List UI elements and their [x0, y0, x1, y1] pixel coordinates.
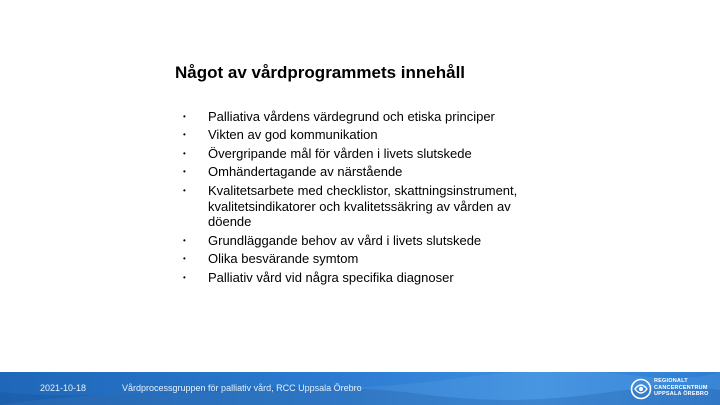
- bullet-item-goals: [180, 146, 540, 162]
- bullet-item-quality: [180, 183, 540, 230]
- bullet-icon: •: [183, 272, 186, 282]
- bullet-text: Grundläggande behov av vård i livets slutskede: [208, 232, 482, 248]
- footer-bar: [0, 372, 720, 405]
- logo-line: CANCERCENTRUM: [654, 384, 708, 391]
- bullet-item-values: [180, 109, 540, 125]
- logo-line: REGIONALT: [654, 378, 688, 384]
- bullet-item-basic-needs: [180, 233, 540, 249]
- bullet-item-relatives: [180, 164, 540, 180]
- bullet-icon: •: [183, 254, 186, 264]
- bullet-icon: •: [183, 167, 186, 177]
- footer-text: Vårdprocessgruppen för palliativ vård, RCC Uppsala Örebro: [122, 383, 362, 393]
- bullet-text: Omhändertagande av närstående: [208, 164, 403, 180]
- bullet-item-communication: [180, 127, 540, 143]
- bullet-icon: •: [183, 185, 186, 195]
- logo-line: UPPSALA ÖREBRO: [654, 391, 709, 398]
- bullet-icon: •: [183, 235, 186, 245]
- bullet-item-diagnoses: [180, 270, 540, 286]
- bullet-text: Palliativ vård vid några specifika diagnoser: [208, 269, 454, 285]
- rcc-logo-icon: [630, 378, 652, 400]
- footer-date: 2021-10-18: [40, 383, 87, 393]
- slide-title: Något av vårdprogrammets innehåll: [175, 63, 466, 82]
- bullet-list: [180, 109, 540, 288]
- bullet-icon: •: [183, 112, 186, 121]
- bullet-text: Övergripande mål för vården i livets slutskede: [208, 145, 472, 161]
- rcc-logo-text: [654, 378, 709, 398]
- bullet-text: Palliativa vårdens värdegrund och etiska principer: [208, 109, 495, 124]
- bullet-icon: •: [183, 130, 186, 140]
- bullet-text: Kvalitetsarbete med checklistor, skattningsinstrument, kvalitetsindikatorer och kvalitetssäkring av vården av döende: [208, 182, 518, 230]
- bullet-text: Vikten av god kommunikation: [208, 127, 378, 143]
- rcc-logo: [630, 376, 710, 402]
- bullet-text: Olika besvärande symtom: [208, 251, 359, 267]
- bullet-icon: •: [183, 148, 186, 158]
- bullet-item-symptoms: [180, 251, 540, 267]
